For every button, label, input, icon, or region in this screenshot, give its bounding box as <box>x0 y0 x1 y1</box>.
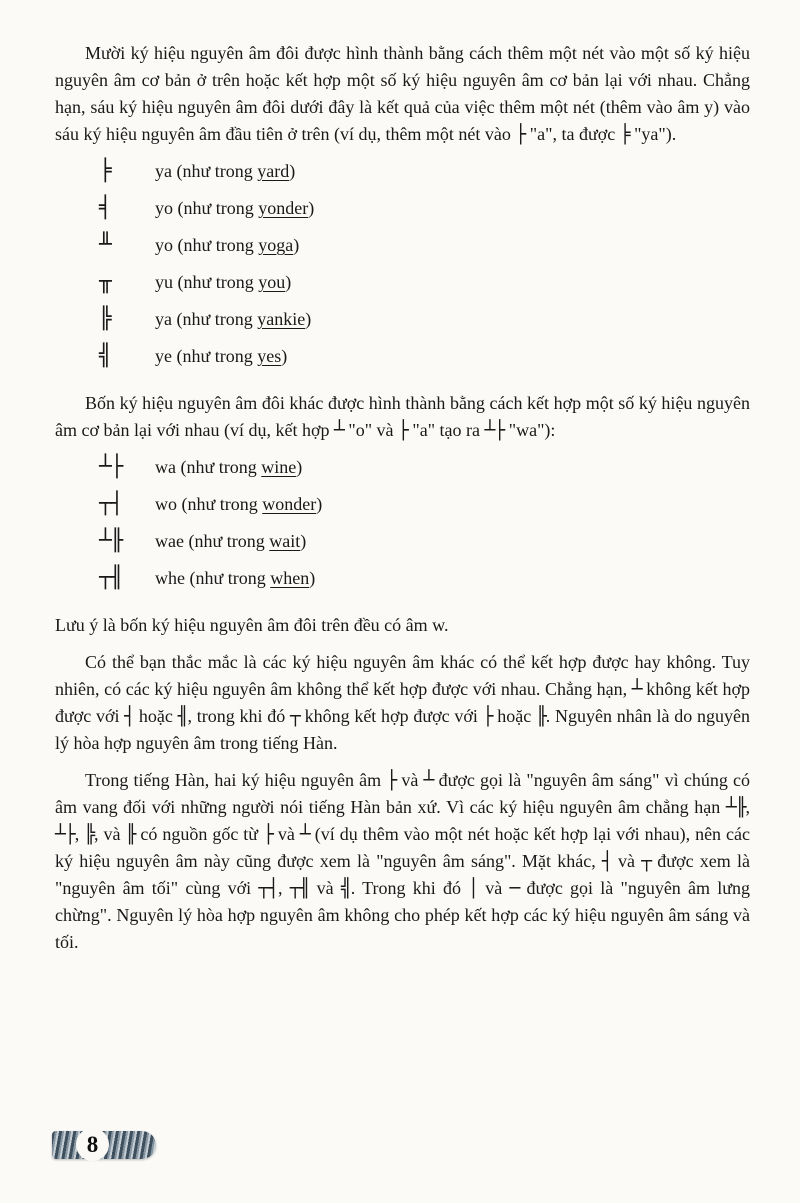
example-word: you <box>258 272 286 292</box>
hangul-jamo-glyph: ╞ <box>619 124 630 145</box>
vowel-row <box>55 528 750 565</box>
hangul-jamo-glyph: │ <box>468 878 479 899</box>
vowel-pronunciation: ye (như trong yes) <box>155 346 288 366</box>
example-word: wait <box>269 531 301 551</box>
page-number-badge <box>52 1131 156 1159</box>
hangul-jamo-glyph: ╡ <box>99 195 111 219</box>
hangul-vowel-symbol <box>55 158 155 183</box>
vowel-pronunciation: whe (như trong when) <box>155 568 316 588</box>
vowel-pronunciation: yo (như trong yonder) <box>155 198 315 218</box>
vowel-row <box>55 491 750 528</box>
vowel-pronunciation: yo (như trong yoga) <box>155 235 300 255</box>
paragraph-diphthong-intro: Mười ký hiệu nguyên âm đôi được hình thành bằng cách thêm một nét vào một số ký hiệu nguyên âm cơ bản ở trên hoặc kết hợp một số ký hiệu nguyên âm cơ bản lại với nhau. Chẳng hạn, sáu ký hiệu nguyên âm đôi dưới đây là kết quả của việc thêm một nét (thêm vào âm y) vào sáu ký hiệu nguyên âm đầu tiên ở trên (ví dụ, thêm một nét vào ├ "a", ta được ╞ "ya"). <box>55 43 750 145</box>
w-vowel-list <box>55 454 750 602</box>
vowel-pronunciation: wo (như trong wonder) <box>155 494 323 514</box>
hangul-jamo-glyph: ╞ <box>99 158 111 182</box>
hangul-vowel-symbol <box>55 454 155 479</box>
hangul-jamo-glyph: ╟ <box>125 824 136 845</box>
hangul-vowel-symbol <box>55 232 155 257</box>
vowel-row <box>55 158 750 195</box>
hangul-jamo-glyph: ┬╢ <box>99 565 123 589</box>
hangul-jamo-glyph: ┬┤ <box>99 491 123 515</box>
vowel-row <box>55 195 750 232</box>
hangul-jamo-glyph: ├ <box>386 770 397 791</box>
page-number: 8 <box>76 1128 109 1161</box>
hangul-jamo-glyph: ╟ <box>535 706 546 727</box>
example-word: yonder <box>258 198 309 218</box>
vowel-row <box>55 306 750 343</box>
hangul-jamo-glyph: ┬ <box>641 851 652 872</box>
vowel-pronunciation: ya (như trong yankie) <box>155 309 312 329</box>
hangul-jamo-glyph: ╠ <box>84 824 95 845</box>
hangul-jamo-glyph: ┬ <box>289 706 300 727</box>
example-word: wonder <box>262 494 317 514</box>
hangul-jamo-glyph: ┤ <box>601 851 612 872</box>
example-word: yankie <box>257 309 306 329</box>
hangul-jamo-glyph: ┴ <box>423 770 434 791</box>
hangul-jamo-glyph: ┴├ <box>484 420 505 441</box>
hangul-jamo-glyph: ├ <box>263 824 273 845</box>
hangul-jamo-glyph: ╥ <box>99 269 111 293</box>
vowel-row <box>55 343 750 380</box>
hangul-jamo-glyph: ╣ <box>99 343 111 367</box>
hangul-jamo-glyph: ╢ <box>177 706 188 727</box>
example-word: yoga <box>258 235 294 255</box>
hangul-jamo-glyph: ┬╢ <box>289 878 310 899</box>
example-word: yard <box>257 161 290 181</box>
vowel-pronunciation: wa (như trong wine) <box>155 457 303 477</box>
paragraph-note-w-sound: Lưu ý là bốn ký hiệu nguyên âm đôi trên đều có âm w. <box>55 615 449 635</box>
hangul-jamo-glyph: ┴╟ <box>725 797 746 818</box>
example-word: wine <box>261 457 297 477</box>
hangul-vowel-symbol <box>55 528 155 553</box>
hangul-jamo-glyph: ┴├ <box>99 454 123 478</box>
vowel-row <box>55 232 750 269</box>
vowel-pronunciation: wae (như trong wait) <box>155 531 307 551</box>
hangul-jamo-glyph: ┴ <box>299 824 310 845</box>
hangul-vowel-symbol <box>55 343 155 368</box>
hangul-vowel-symbol <box>55 269 155 294</box>
hangul-jamo-glyph: ╠ <box>99 306 111 330</box>
vowel-row <box>55 565 750 602</box>
hangul-vowel-symbol <box>55 306 155 331</box>
hangul-vowel-symbol <box>55 491 155 516</box>
hangul-jamo-glyph: ┴╟ <box>99 528 123 552</box>
example-word: yes <box>257 346 282 366</box>
paragraph-combination-restrictions: Có thể bạn thắc mắc là các ký hiệu nguyên âm khác có thể kết hợp được hay không. Tuy nhiên, có các ký hiệu nguyên âm không thể kết hợp được với nhau. Chẳng hạn, ┴ không kết hợp được với ┤ hoặc ╢, trong khi đó ┬ không kết hợp được với ├ hoặc ╟. Nguyên nhân là do nguyên lý hòa hợp nguyên âm trong tiếng Hàn. <box>55 652 750 753</box>
hangul-vowel-symbol <box>55 195 155 220</box>
vowel-row <box>55 269 750 306</box>
hangul-jamo-glyph: ├ <box>515 124 526 145</box>
hangul-jamo-glyph: ┴ <box>631 679 642 700</box>
hangul-jamo-glyph: ╨ <box>99 232 111 256</box>
hangul-jamo-glyph: ─ <box>509 878 520 899</box>
hangul-jamo-glyph: ├ <box>398 420 408 441</box>
hangul-jamo-glyph: ┴ <box>334 420 344 441</box>
vowel-pronunciation: yu (như trong you) <box>155 272 292 292</box>
hangul-jamo-glyph: ┤ <box>124 706 135 727</box>
y-vowel-list <box>55 158 750 380</box>
hangul-jamo-glyph: ├ <box>482 706 493 727</box>
hangul-jamo-glyph: ┬┤ <box>258 878 279 899</box>
example-word: when <box>270 568 310 588</box>
hangul-jamo-glyph: ╣ <box>340 878 351 899</box>
vowel-row <box>55 454 750 491</box>
hangul-vowel-symbol <box>55 565 155 590</box>
vowel-pronunciation: ya (như trong yard) <box>155 161 296 181</box>
paragraph-combined-vowels-intro: Bốn ký hiệu nguyên âm đôi khác được hình thành bằng cách kết hợp một số ký hiệu nguyên âm cơ bản lại với nhau (ví dụ, kết hợp ┴ "o" và ├ "a" tạo ra ┴├ "wa"): <box>55 393 750 441</box>
hangul-jamo-glyph: ┴├ <box>55 824 75 845</box>
paragraph-vowel-harmony: Trong tiếng Hàn, hai ký hiệu nguyên âm ├ và ┴ được gọi là "nguyên âm sáng" vì chúng có âm vang đối với những người nói tiếng Hàn bản xứ. Vì các ký hiệu nguyên âm chẳng hạn ┴╟, ┴├, ╠, và ╟ có nguồn gốc từ ├ và ┴ (ví dụ thêm vào một nét hoặc kết hợp lại với nhau), nên các ký hiệu nguyên âm này cũng được xem là "nguyên âm sáng". Mặt khác, ┤ và ┬ được xem là "nguyên âm tối" cùng với ┬┤, ┬╢ và ╣. Trong khi đó │ và ─ được gọi là "nguyên âm lưng chừng". Nguyên lý hòa hợp nguyên âm không cho phép kết hợp các ký hiệu nguyên âm sáng và tối. <box>55 770 751 952</box>
